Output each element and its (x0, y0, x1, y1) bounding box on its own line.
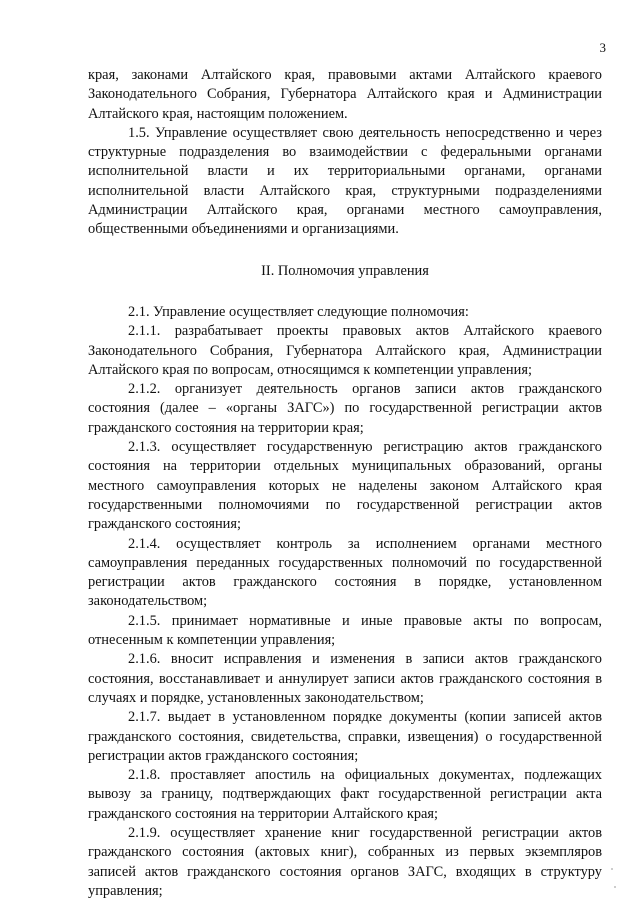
paragraph-2-1-9: 2.1.9. осуществляет хранение книг государственной регистрации актов гражданского состояния (актовых книг), собранных из первых экземпляров записей актов гражданского состояния органов ЗАГС, входящих в структуру управления; (88, 824, 602, 899)
paragraph-2-1-5: 2.1.5. принимает нормативные и иные правовые акты по вопросам, отнесенным к компетенции управления; (88, 612, 602, 649)
document-body (88, 66, 602, 901)
paragraph-1-5: 1.5. Управление осуществляет свою деятельность непосредственно и через структурные подразделения во взаимодействии с федеральными органами исполнительной власти и их территориальными органами, органами исполнительной власти Алтайского края, структурными подразделениями Администрации Алтайского края, органами местного самоуправления, общественными объединениями и организациями. (88, 124, 602, 238)
paragraph-2-1-8: 2.1.8. проставляет апостиль на официальных документах, подлежащих вывозу за границу, подтверждающих факт государственной регистрации акта гражданского состояния на территории Алтайского края; (88, 767, 602, 822)
paragraph-2-1-7: 2.1.7. выдает в установленном порядке документы (копии записей актов гражданского состояния, свидетельства, справки, извещения) о государственной регистрации актов гражданского состояния; (88, 709, 602, 764)
paragraph-2-1: 2.1. Управление осуществляет следующие полномочия: (128, 303, 469, 320)
paragraph-2-1-4: 2.1.4. осуществляет контроль за исполнением органами местного самоуправления переданных государственных полномочий по государственной регистрации актов гражданского состояния в порядке, установленном законодательством; (88, 535, 602, 610)
paragraph-2-1-6: 2.1.6. вносит исправления и изменения в записи актов гражданского состояния, восстанавливает и аннулирует записи актов гражданского состояния в случаях и порядке, установленных законодательством; (88, 651, 602, 706)
scan-speck (611, 868, 613, 870)
scan-speck (614, 886, 616, 888)
paragraph-continuation: края, законами Алтайского края, правовыми актами Алтайского краевого Законодательного Собрания, Губернатора Алтайского края и Администрации Алтайского края, настоящим положением. (88, 67, 602, 122)
paragraph-2-1-2: 2.1.2. организует деятельность органов записи актов гражданского состояния (далее – «органы ЗАГС») по государственной регистрации актов гражданского состояния на территории края; (88, 381, 602, 436)
section-title: II. Полномочия управления (261, 262, 429, 279)
paragraph-2-1-3: 2.1.3. осуществляет государственную регистрацию актов гражданского состояния на территории отдельных муниципальных образований, органы местного самоуправления которых не наделены законом Алтайского края государственными полномочиями по государственной регистрации актов гражданского состояния; (88, 439, 602, 533)
paragraph-2-1-1: 2.1.1. разрабатывает проекты правовых актов Алтайского краевого Законодательного Собрания, Губернатора Алтайского края, Администрации Алтайского края по вопросам, относящимся к компетенции управления; (88, 323, 602, 378)
page-number: 3 (599, 40, 606, 55)
